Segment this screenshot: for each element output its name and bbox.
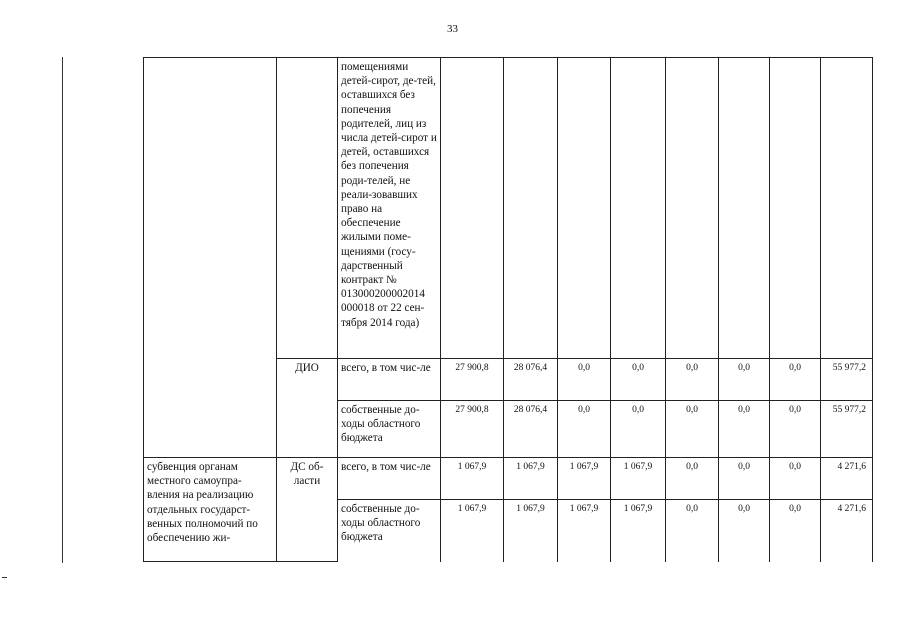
value-cell: 27 900,8 — [441, 401, 504, 458]
value-cell: 0,0 — [719, 458, 770, 500]
funding-source-cell: всего, в том чис-ле — [338, 359, 441, 401]
value-cell: 0,0 — [558, 401, 611, 458]
value-cell: 28 076,4 — [504, 359, 558, 401]
total-value-cell: 4 271,6 — [821, 458, 873, 500]
executor-cell: ДИО — [277, 359, 338, 458]
value-cell: 0,0 — [666, 401, 719, 458]
value-cell: 28 076,4 — [504, 401, 558, 458]
value-cell: 0,0 — [666, 359, 719, 401]
value-cell: 0,0 — [770, 401, 821, 458]
funding-source-cell: собственные до-ходы областного бюджета — [338, 401, 441, 458]
value-cell: 1 067,9 — [504, 458, 558, 500]
value-cell — [558, 58, 611, 359]
value-cell: 27 900,8 — [441, 359, 504, 401]
funding-source-cell: собственные до-ходы областного бюджета — [338, 500, 441, 562]
value-cell: 1 067,9 — [558, 500, 611, 562]
value-cell: 1 067,9 — [611, 458, 666, 500]
value-cell — [504, 58, 558, 359]
value-cell: 0,0 — [666, 458, 719, 500]
executor-cell: ДС об-ласти — [277, 458, 338, 562]
value-cell — [719, 58, 770, 359]
total-value-cell: 4 271,6 — [821, 500, 873, 562]
total-value-cell: 55 977,2 — [821, 401, 873, 458]
value-cell: 0,0 — [719, 500, 770, 562]
measure-name-cell — [144, 58, 277, 458]
value-cell: 0,0 — [611, 401, 666, 458]
value-cell: 1 067,9 — [558, 458, 611, 500]
measure-name-cell: субвенция органам местного самоупра-вления на реализацию отдельных государст-венных полномочий по обеспечению жи- — [144, 458, 277, 562]
value-cell: 1 067,9 — [504, 500, 558, 562]
value-cell: 1 067,9 — [441, 458, 504, 500]
value-cell: 0,0 — [770, 458, 821, 500]
total-value-cell: 55 977,2 — [821, 359, 873, 401]
value-cell — [770, 58, 821, 359]
value-cell — [666, 58, 719, 359]
value-cell: 0,0 — [770, 500, 821, 562]
value-cell: 0,0 — [611, 359, 666, 401]
value-cell: 0,0 — [719, 401, 770, 458]
total-value-cell — [821, 58, 873, 359]
left-margin-line — [62, 57, 63, 563]
table-row — [144, 458, 873, 500]
page-number: 33 — [447, 23, 458, 35]
executor-cell — [277, 58, 338, 359]
funding-source-cell: всего, в том чис-ле — [338, 458, 441, 500]
value-cell: 1 067,9 — [441, 500, 504, 562]
value-cell — [441, 58, 504, 359]
value-cell: 0,0 — [558, 359, 611, 401]
table-row — [144, 58, 873, 359]
funding-source-cell: помещениями детей-сирот, де-тей, оставшихся без попечения родителей, лиц из числа детей-сирот и детей, оставшихся без попечения роди-телей, не реали-зовавших право на обеспечение жилыми поме-щениями (госу-дарственный контракт № 013000200002014 000018 от 22 сен-тября 2014 года) — [338, 58, 441, 359]
value-cell: 0,0 — [719, 359, 770, 401]
margin-tick-mark — [2, 577, 7, 578]
value-cell: 1 067,9 — [611, 500, 666, 562]
value-cell — [611, 58, 666, 359]
value-cell: 0,0 — [666, 500, 719, 562]
budget-table — [143, 57, 873, 562]
value-cell: 0,0 — [770, 359, 821, 401]
